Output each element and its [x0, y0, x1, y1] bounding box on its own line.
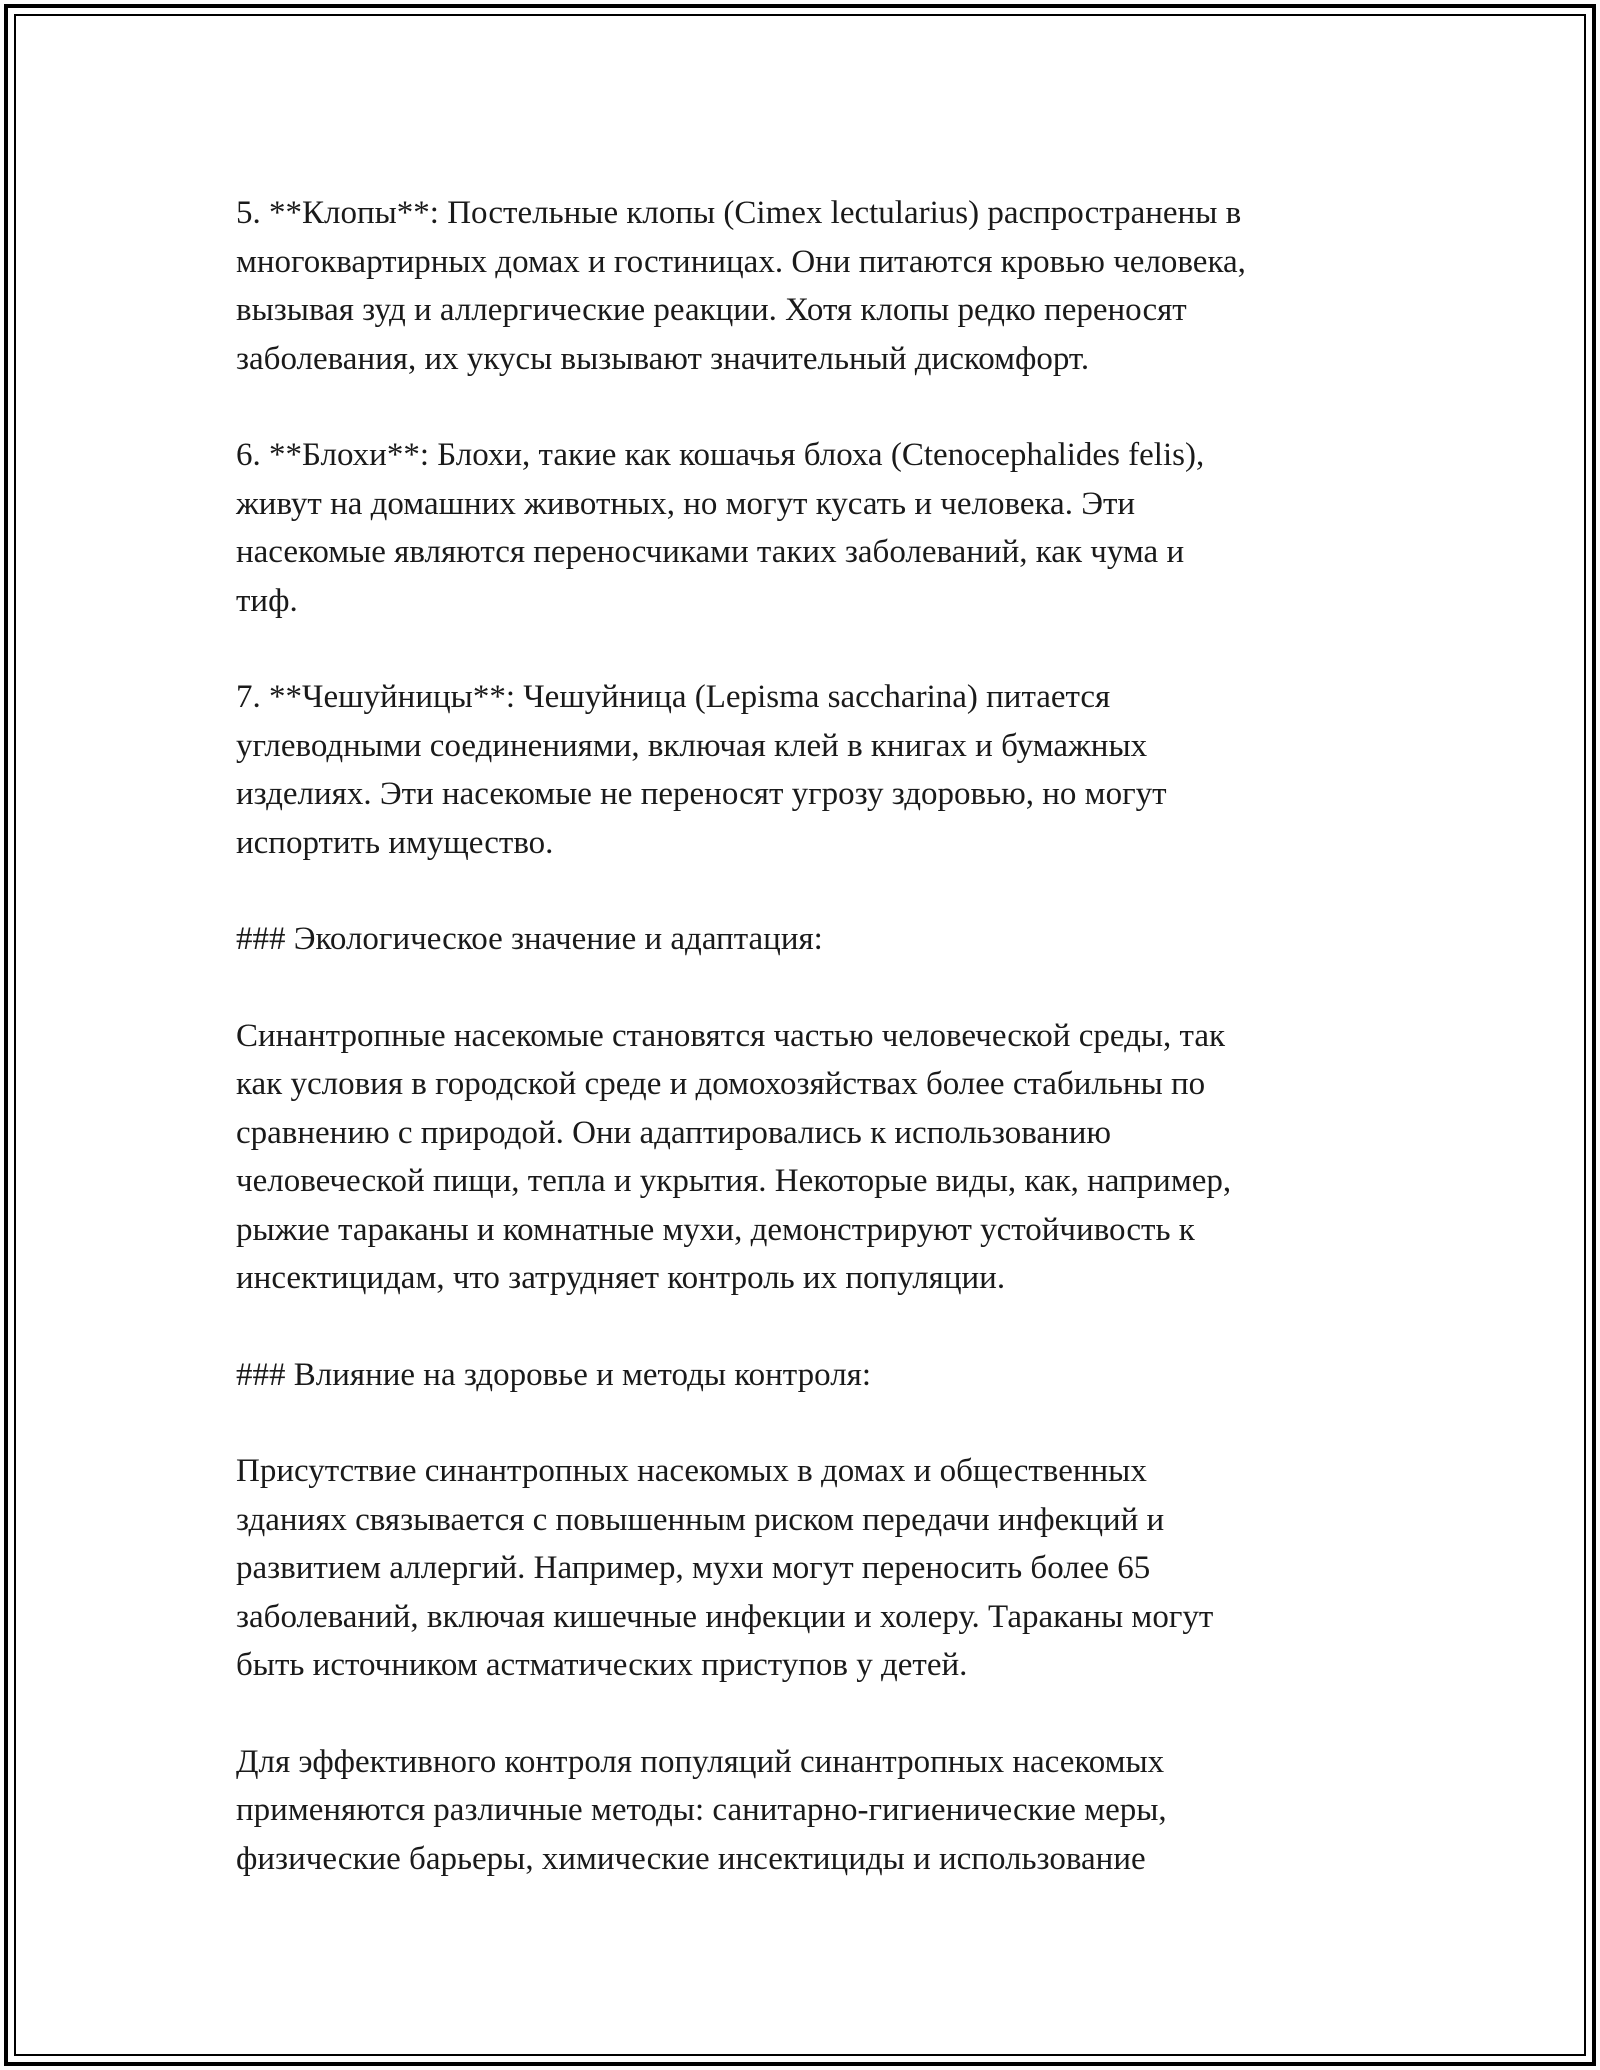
list-item-fleas: 6. **Блохи**: Блохи, такие как кошачья блоха (Ctenocephalides felis), живут на домашних животных, но могут кусать и человека. Эти насекомые являются переносчиками таких заболеваний, как чума и тиф. — [236, 437, 1205, 619]
document-body — [236, 189, 1386, 1883]
list-item-silverfish: 7. **Чешуйницы**: Чешуйница (Lepisma saccharina) питается углеводными соединениями, включая клей в книгах и бумажных изделиях. Эти насекомые не переносят угрозу здоровью, но могут испортить имущество. — [236, 679, 1167, 861]
paragraph-ecology: Синантропные насекомые становятся частью человеческой среды, так как условия в городской среде и домохозяйствах более стабильны по сравнению с природой. Они адаптировались к использованию человеческой пищи, тепла и укрытия. Некоторые виды, как, например, рыжие тараканы и комнатные мухи, демонстрируют устойчивость к инсектицидам, что затрудняет контроль их популяции. — [236, 1017, 1232, 1296]
paragraph-health: Присутствие синантропных насекомых в домах и общественных зданиях связывается с повышенным риском передачи инфекций и развитием аллергий. Например, мухи могут переносить более 65 заболеваний, включая кишечные инфекции и холеру. Тараканы могут быть источником астматических приступов у детей. — [236, 1453, 1214, 1683]
section-heading-ecology: ### Экологическое значение и адаптация: — [236, 921, 823, 957]
section-heading-health: ### Влияние на здоровье и методы контроля: — [236, 1356, 872, 1393]
paragraph-control-methods: Для эффективного контроля популяций синантропных насекомых применяются различные методы: санитарно-гигиенические меры, физические барьеры, химические инсектициды и использование — [236, 1743, 1167, 1877]
list-item-bedbugs: 5. **Клопы**: Постельные клопы (Cimex lectularius) распространены в многоквартирных домах и гостиницах. Они питаются кровью человека, вызывая зуд и аллергические реакции. Хотя клопы редко переносят заболевания, их укусы вызывают значительный дискомфорт. — [236, 195, 1246, 377]
